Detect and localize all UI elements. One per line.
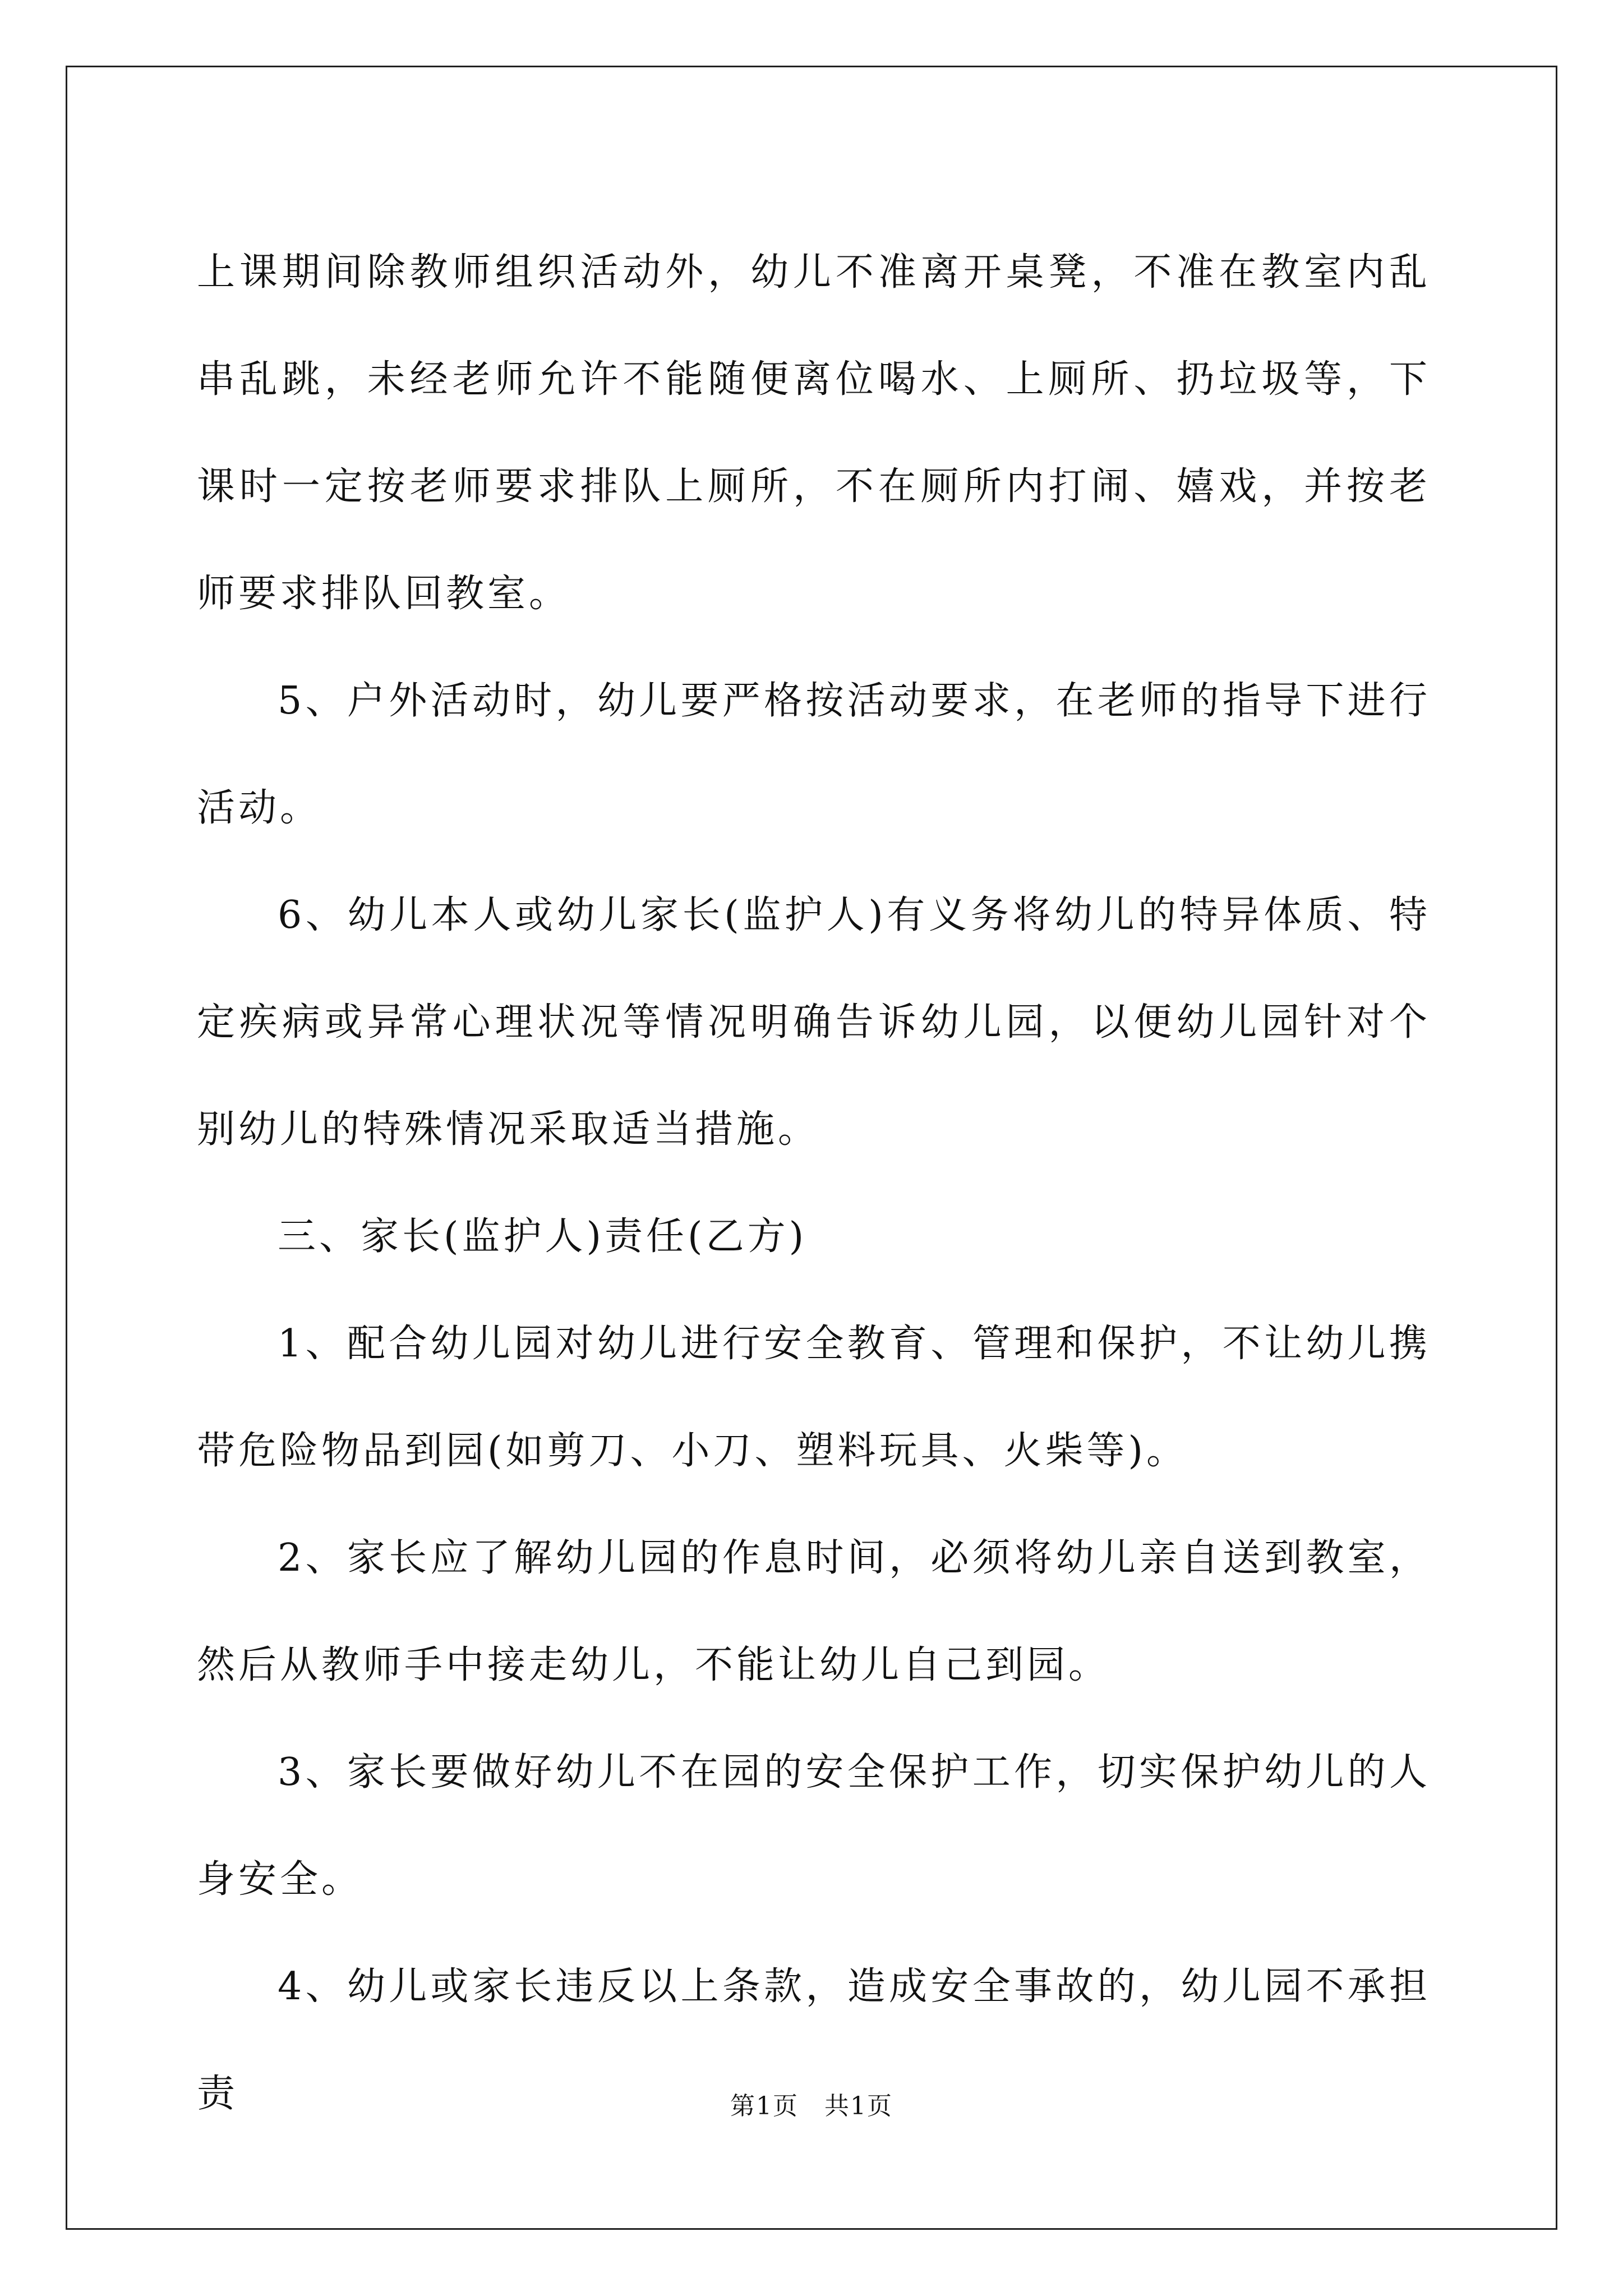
page-number-footer: 第1页 共1页	[730, 2092, 893, 2120]
section-heading-parent-responsibility: 三、家长(监护人)责任(乙方)	[278, 1214, 808, 1259]
paragraph-parent-item-3: 3、家长要做好幼儿不在园的安全保护工作，切实保护幼儿的人身安全。	[197, 1750, 1431, 1902]
paragraph-item-6: 6、幼儿本人或幼儿家长(监护人)有义务将幼儿的特异体质、特定疾病或异常心理状况等情况明确告诉幼儿园，以便幼儿园针对个别幼儿的特殊情况采取适当措施。	[197, 893, 1431, 1152]
paragraph-continuation: 上课期间除教师组织活动外，幼儿不准离开桌凳，不准在教室内乱串乱跳，未经老师允许不能随便离位喝水、上厕所、扔垃圾等，下课时一定按老师要求排队上厕所，不在厕所内打闹、嬉戏，并按老师要求排队回教室。	[197, 250, 1431, 616]
paragraph-parent-item-2: 2、家长应了解幼儿园的作息时间，必须将幼儿亲自送到教室，然后从教师手中接走幼儿，不能让幼儿自己到园。	[197, 1536, 1431, 1687]
paragraph-parent-item-4: 4、幼儿或家长违反以上条款，造成安全事故的，幼儿园不承担责	[197, 1964, 1431, 2116]
paragraph-item-5: 5、户外活动时，幼儿要严格按活动要求，在老师的指导下进行活动。	[197, 679, 1431, 830]
paragraph-parent-item-1: 1、配合幼儿园对幼儿进行安全教育、管理和保护，不让幼儿携带危险物品到园(如剪刀、小刀、塑料玩具、火柴等)。	[197, 1322, 1431, 1473]
document-body	[197, 219, 1431, 2147]
